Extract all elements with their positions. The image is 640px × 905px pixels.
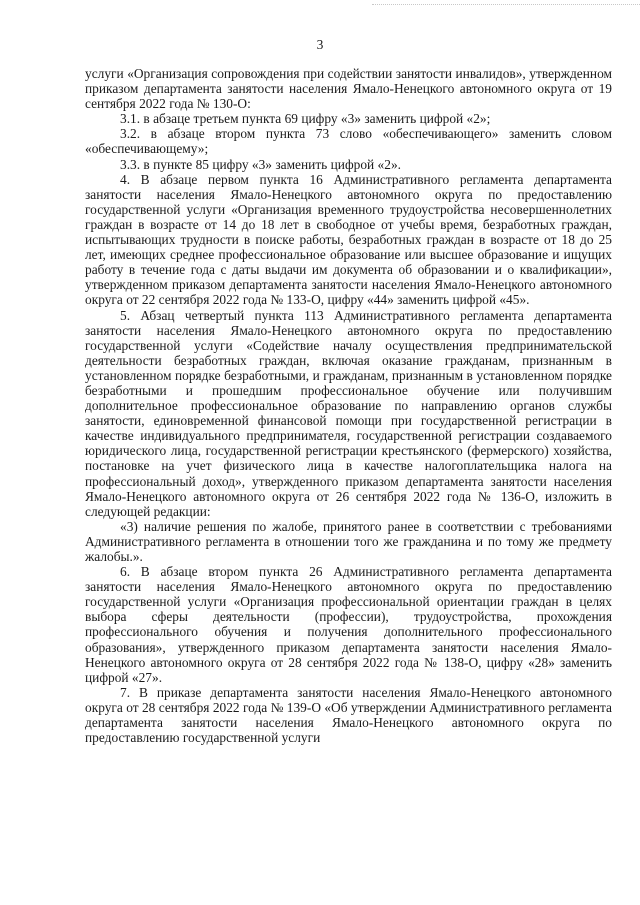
paragraph-3-1: 3.1. в абзаце третьем пункта 69 цифру «3» заменить цифрой «2»; — [120, 111, 491, 127]
top-edge-rule — [372, 4, 640, 5]
page-number: 3 — [316, 37, 324, 52]
paragraph-6: 6. В абзаце втором пункта 26 Административного регламента департамента занятости населения Ямало-Ненецкого автономного округа по предоставлению государственной услуги «Организация профессиональной ориентации граждан в целях выбора сферы деятельности (профессии), трудоустройства, прохождения профессионального обучения и получения дополнительного профессионального образования», утвержденного приказом департамента занятости населения Ямало-Ненецкого автономного округа от 28 сентября 2022 года № 138-О, цифру «28» заменить цифрой «27». — [85, 564, 612, 685]
paragraph-4: 4. В абзаце первом пункта 16 Административного регламента департамента занятости населения Ямало-Ненецкого автономного округа по предоставлению государственной услуги «Организация временного трудоустройства несовершеннолетних граждан в возрасте от 14 до 18 лет в свободное от учебы время, безработных граждан, испытывающих трудности в поиске работы, безработных граждан в возрасте от 18 до 25 лет, имеющих среднее профессиональное образование или высшее образование и ищущих работу в течение года с даты выдачи им документа об образовании и о квалификации», утвержденном приказом департамента занятости населения Ямало-Ненецкого автономного округа от 22 сентября 2022 года № 133-О, цифру «44» заменить цифрой «45». — [85, 171, 612, 308]
paragraph-3-3: 3.3. в пункте 85 цифру «3» заменить цифрой «2». — [120, 156, 401, 172]
paragraph-5: 5. Абзац четвертый пункта 113 Административного регламента департамента занятости населения Ямало-Ненецкого автономного округа по предоставлению государственной услуги «Содействие началу осуществления предпринимательской деятельности безработных граждан, включая оказание гражданам, признанным в установленном порядке безработными, и гражданам, признанным в установленном порядке безработными и прошедшим профессиональное обучение или получившим дополнительное профессиональное образование по направлению органов службы занятости, единовременной финансовой помощи при государственной регистрации в качестве индивидуального предпринимателя, государственной регистрации создаваемого юридического лица, государственной регистрации крестьянского (фермерского) хозяйства, постановке на учет физического лица в качестве налогоплательщика налога на профессиональный доход», утвержденного приказом департамента занятости населения Ямало-Ненецкого автономного округа от 26 сентября 2022 года № 136-О, изложить в следующей редакции: — [85, 307, 612, 519]
document-body — [85, 66, 612, 745]
paragraph-continuation: услуги «Организация сопровождения при содействии занятости инвалидов», утвержденном приказом департамента занятости населения Ямало-Ненецкого автономного округа от 19 сентября 2022 года № 130-О: — [85, 66, 612, 112]
paragraph-5-quote: «3) наличие решения по жалобе, принятого ранее в соответствии с требованиями Административного регламента в отношении того же гражданина и по тому же предмету жалобы.». — [85, 518, 612, 564]
paragraph-7: 7. В приказе департамента занятости населения Ямало-Ненецкого автономного округа от 28 сентября 2022 года № 139-О «Об утверждении Административного регламента департамента занятости населения Ямало-Ненецкого автономного округа по предоставлению государственной услуги — [85, 684, 612, 746]
paragraph-3-2: 3.2. в абзаце втором пункта 73 слово «обеспечивающего» заменить словом «обеспечивающему»; — [85, 126, 612, 157]
